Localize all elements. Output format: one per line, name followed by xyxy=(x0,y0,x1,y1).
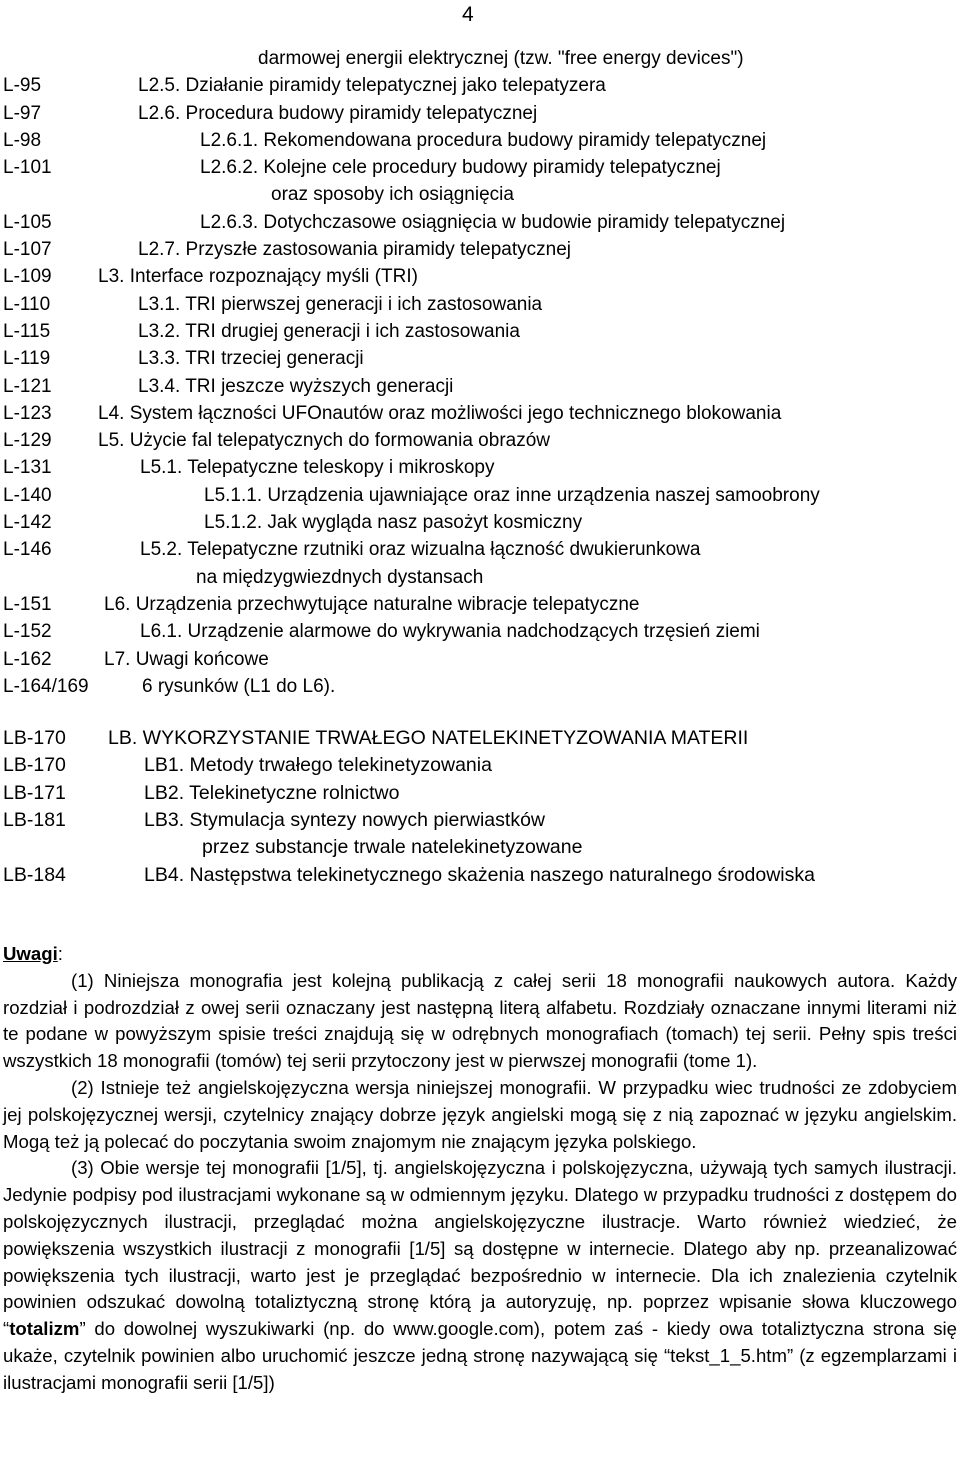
toc-title: L7. Uwagi końcowe xyxy=(104,648,269,670)
toc-page-ref: LB-170 xyxy=(3,754,66,777)
toc-page-ref: L-140 xyxy=(3,484,52,506)
toc-title: L5.1.1. Urządzenia ujawniające oraz inne urządzenia naszej samoobrony xyxy=(204,484,820,506)
toc-title: L5.1. Telepatyczne teleskopy i mikroskopy xyxy=(140,457,495,479)
toc-page-ref: L-110 xyxy=(3,293,51,315)
note-text: ” do dowolnej wyszukiwarki (np. do www.google.com), potem zaś - kiedy owa totaliztyczna strona się ukaże, czytelnik powinien albo uruchomić jeszcze jedną stronę nazywającą się “tekst_1_5.htm” (z egzemplarzami i ilustracjami monografii serii [1/5]) xyxy=(3,1318,957,1393)
toc-page-ref: L-95 xyxy=(3,75,42,97)
toc-title: LB3. Stymulacja syntezy nowych pierwiastków xyxy=(144,809,545,832)
toc-page-ref: L-101 xyxy=(3,157,52,179)
toc-title: L2.5. Działanie piramidy telepatycznej jako telepatyzera xyxy=(138,75,606,97)
toc-page-ref: L-162 xyxy=(3,648,52,670)
toc-page-ref: L-121 xyxy=(3,375,52,397)
toc-page-ref: L-142 xyxy=(3,512,52,534)
toc-page-ref: L-164/169 xyxy=(3,675,89,697)
toc-page-ref: L-109 xyxy=(3,266,52,288)
toc-title: LB2. Telekinetyczne rolnictwo xyxy=(144,781,400,804)
toc-entry xyxy=(0,127,960,154)
toc-entry xyxy=(0,100,960,127)
note-text: (1) Niniejsza monografia jest kolejną publikacją z całej serii 18 monografii naukowych autora. Każdy rozdział i podrozdział z owej serii oznaczany jest następną literą alfabetu. Rozdziały oznaczane innymi literami niż te podane w powyższym spisie treści znajdują się w odrębnych monografiach (tomach) tej serii. Pełny spis treści wszystkich 18 monografii (tomów) tej serii przytoczony jest w pierwszej monografii (tome 1). xyxy=(3,969,957,1072)
toc-entry xyxy=(0,345,960,372)
notes-heading: Uwagi xyxy=(3,943,58,964)
toc-title: L2.6.3. Dotychczasowe osiągnięcia w budowie piramidy telepatycznej xyxy=(200,211,786,233)
toc-page-ref: L-146 xyxy=(3,539,52,561)
toc-title: przez substancje trwale natelekinetyzowane xyxy=(202,836,583,859)
toc-page-ref: L-123 xyxy=(3,402,52,424)
toc-entry-continuation xyxy=(0,564,960,591)
toc-entry xyxy=(0,482,960,509)
toc-entry xyxy=(0,862,960,889)
toc-entry xyxy=(0,45,960,72)
toc-title: na międzygwiezdnych dystansach xyxy=(196,566,484,588)
toc-title: L3.1. TRI pierwszej generacji i ich zastosowania xyxy=(138,293,543,315)
toc-page-ref: L-119 xyxy=(3,348,51,370)
toc-entry xyxy=(0,154,960,181)
toc-title: L5.1.2. Jak wygląda nasz pasożyt kosmiczny xyxy=(204,512,583,534)
toc-entry xyxy=(0,591,960,618)
toc-title: L2.6. Procedura budowy piramidy telepatycznej xyxy=(138,102,538,124)
toc-entry xyxy=(0,427,960,454)
toc-page-ref: L-105 xyxy=(3,211,52,233)
toc-page-ref: LB-181 xyxy=(3,809,66,832)
toc-title: L2.7. Przyszłe zastosowania piramidy telepatycznej xyxy=(138,239,571,261)
toc-page-ref: LB-184 xyxy=(3,863,66,886)
toc-entry xyxy=(0,318,960,345)
toc-entry xyxy=(0,400,960,427)
note-text: (2) Istnieje też angielskojęzyczna wersja niniejszej monografii. W przypadku wiec trudności ze zdobyciem jej polskojęzycznej wersji, czytelnicy znający dobrze język angielski mogą się z nią zapoznać w języku angielskim. Mogą też ją polecać do poczytania swoim znajomym nie znającym języka polskiego. xyxy=(3,1076,957,1152)
keyword-totalizm: totalizm xyxy=(9,1318,80,1340)
toc-entry xyxy=(0,236,960,263)
toc-entry xyxy=(0,673,960,700)
toc-page-ref: L-115 xyxy=(3,320,51,342)
toc-entry xyxy=(0,618,960,645)
toc-title: 6 rysunków (L1 do L6). xyxy=(142,675,336,697)
toc-entry xyxy=(0,291,960,318)
toc-entry xyxy=(0,780,960,807)
toc-title: L3. Interface rozpoznający myśli (TRI) xyxy=(98,266,418,288)
toc-page-ref: L-107 xyxy=(3,239,52,261)
toc-title: LB1. Metody trwałego telekinetyzowania xyxy=(144,754,492,777)
toc-entry xyxy=(0,72,960,99)
toc-title: L5.2. Telepatyczne rzutniki oraz wizualna łączność dwukierunkowa xyxy=(140,539,701,561)
toc-entry xyxy=(0,209,960,236)
page-number: 4 xyxy=(462,3,474,26)
notes-heading-line xyxy=(3,941,957,968)
toc-entry xyxy=(0,373,960,400)
toc-entry-continuation xyxy=(0,181,960,208)
toc-page-ref: L-129 xyxy=(3,430,52,452)
toc-title: LB4. Następstwa telekinetycznego skażenia naszego naturalnego środowiska xyxy=(144,863,815,886)
toc-page-ref: L-131 xyxy=(3,457,52,479)
toc-title: L6.1. Urządzenie alarmowe do wykrywania nadchodzących trzęsień ziemi xyxy=(140,621,760,643)
toc-page-ref: L-98 xyxy=(3,129,42,151)
toc-entry xyxy=(0,646,960,673)
toc-title: darmowej energii elektrycznej (tzw. "free energy devices") xyxy=(258,48,744,69)
toc-entry xyxy=(0,752,960,779)
note-paragraph-3 xyxy=(3,1155,957,1396)
notes-heading-colon: : xyxy=(57,943,63,964)
note-paragraph-2 xyxy=(3,1075,957,1155)
toc-entry xyxy=(0,263,960,290)
toc-title: L3.4. TRI jeszcze wyższych generacji xyxy=(138,375,454,397)
toc-title: oraz sposoby ich osiągnięcia xyxy=(271,184,514,206)
toc-title: L2.6.2. Kolejne cele procedury budowy piramidy telepatycznej xyxy=(200,157,721,179)
toc-title: L4. System łączności UFOnautów oraz możliwości jego technicznego blokowania xyxy=(98,402,782,424)
toc-page-ref: L-152 xyxy=(3,621,52,643)
toc-title: L2.6.1. Rekomendowana procedura budowy piramidy telepatycznej xyxy=(200,129,767,151)
toc-title: L6. Urządzenia przechwytujące naturalne wibracje telepatyczne xyxy=(104,593,640,615)
toc-entry xyxy=(0,807,960,834)
toc-page-ref: L-151 xyxy=(3,593,52,615)
toc-title: L3.3. TRI trzeciej generacji xyxy=(138,348,364,370)
toc-entry xyxy=(0,509,960,536)
table-of-contents xyxy=(0,45,960,889)
toc-page-ref: L-97 xyxy=(3,102,42,124)
toc-title: LB. WYKORZYSTANIE TRWAŁEGO NATELEKINETYZOWANIA MATERII xyxy=(108,727,749,750)
toc-entry xyxy=(0,454,960,481)
toc-entry xyxy=(0,536,960,563)
section-gap xyxy=(0,700,960,725)
toc-page-ref: LB-170 xyxy=(3,727,66,750)
toc-entry-continuation xyxy=(0,834,960,861)
toc-page-ref: LB-171 xyxy=(3,781,66,804)
note-text: (3) Obie wersje tej monografii [1/5], tj. angielskojęzyczna i polskojęzyczna, używają tych samych ilustracji. Jedynie podpisy pod ilustracjami wykonane są w odmiennym języku. Dlatego w przypadku trudności z dostępem do polskojęzycznych ilustracji, przeglądać można angielskojęzyczne ilustracje. Warto również wiedzieć, że powiększenia wszystkich ilustracji z monografii [1/5] są dostępne w internecie. Dlatego aby np. przeanalizować powiększenia tych ilustracji, warto jest je przeglądać bezpośrednio w internecie. Dla ich znalezienia czytelnik powinien odszukać dowolną totaliztyczną stronę którą ja autoryzuję, np. poprzez wpisanie słowa kluczowego “ xyxy=(3,1157,957,1340)
note-paragraph-1 xyxy=(3,968,957,1075)
toc-entry xyxy=(0,725,960,752)
toc-title: L3.2. TRI drugiej generacji i ich zastosowania xyxy=(138,320,520,342)
toc-title: L5. Użycie fal telepatycznych do formowania obrazów xyxy=(98,430,551,452)
notes-section xyxy=(3,941,957,1397)
